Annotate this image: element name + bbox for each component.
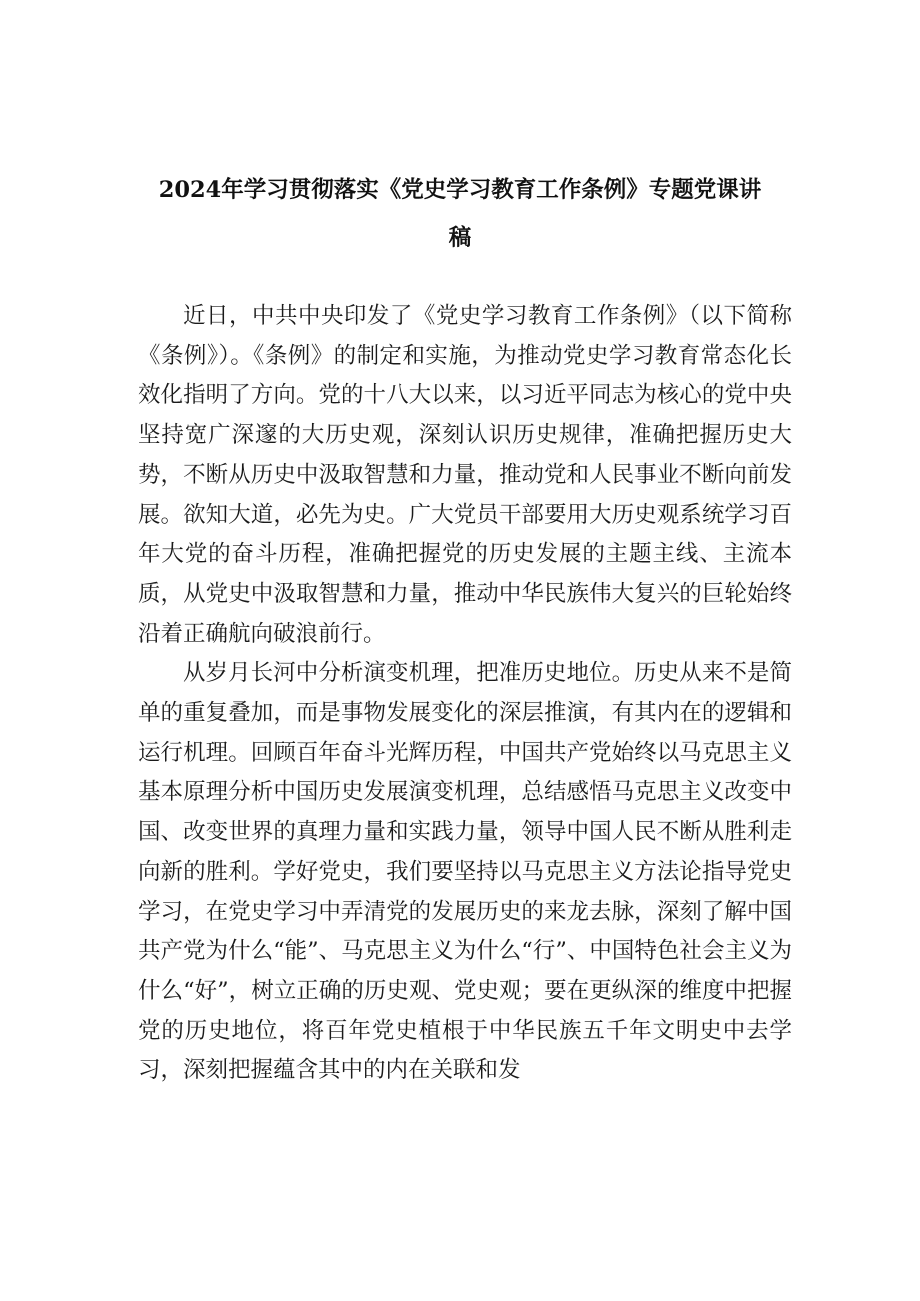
- document-body: [138, 297, 792, 1091]
- paragraph-1: 近日，中共中央印发了《党史学习教育工作条例》（以下简称《条例》）。《条例》的制定和实施，为推动党史学习教育常态化长效化指明了方向。党的十八大以来，以习近平同志为核心的党中央坚持宽广深邃的大历史观，深刻认识历史规律，准确把握历史大势，不断从历史中汲取智慧和力量，推动党和人民事业不断向前发展。欲知大道，必先为史。广大党员干部要用大历史观系统学习百年大党的奋斗历程，准确把握党的历史发展的主题主线、主流本质，从党史中汲取智慧和力量，推动中华民族伟大复兴的巨轮始终沿着正确航向破浪前行。: [138, 303, 792, 647]
- paragraph-2: 从岁月长河中分析演变机理，把准历史地位。历史从来不是简单的重复叠加，而是事物发展变化的深层推演，有其内在的逻辑和运行机理。回顾百年奋斗光辉历程，中国共产党始终以马克思主义基本原理分析中国历史发展演变机理，总结感悟马克思主义改变中国、改变世界的真理力量和实践力量，领导中国人民不断从胜利走向新的胜利。学好党史，我们要坚持以马克思主义方法论指导党史学习，在党史学习中弄清党的发展历史的来龙去脉，深刻了解中国共产党为什么“能”、马克思主义为什么“行”、中国特色社会主义为什么“好”，树立正确的历史观、党史观；要在更纵深的维度中把握党的历史地位，将百年党史植根于中华民族五千年文明史中去学习，深刻把握蕴含其中的内在关联和发: [138, 660, 792, 1084]
- title-line-1: 2024年学习贯彻落实《党史学习教育工作条例》专题党课讲: [158, 177, 762, 203]
- title-line-2: 稿: [448, 225, 472, 251]
- document-title: [130, 166, 790, 262]
